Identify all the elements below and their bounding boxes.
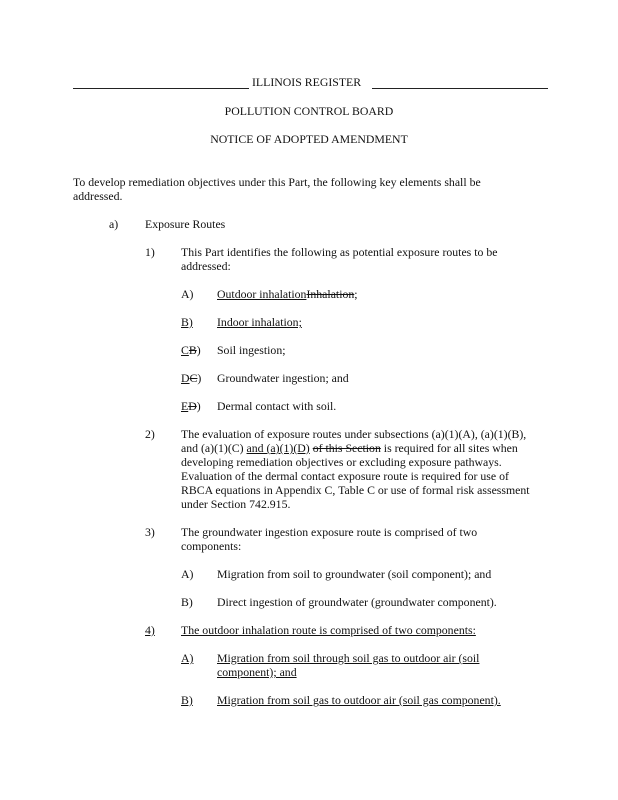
deleted-label: D xyxy=(188,399,197,413)
item-3-line-1: The groundwater ingestion exposure route is comprised of two xyxy=(181,525,478,539)
item-4a-label: A) xyxy=(181,651,194,665)
text-run: is required for all sites when xyxy=(380,441,518,455)
item-4-number: 4) xyxy=(145,623,155,637)
item-1a-text xyxy=(217,287,358,301)
section-a-label: a) xyxy=(109,217,119,231)
item-2-line-6: under Section 742.915. xyxy=(181,497,291,511)
item-1e-text: Dermal contact with soil. xyxy=(217,399,337,413)
inserted-label: D xyxy=(181,371,190,385)
item-4b-label: B) xyxy=(181,693,193,707)
item-4a-line-1: Migration from soil through soil gas to outdoor air (soil xyxy=(217,651,480,665)
section-a-title: Exposure Routes xyxy=(145,217,226,231)
item-1b-text: Indoor inhalation; xyxy=(217,315,302,329)
item-1d-label xyxy=(181,371,201,385)
intro-line-1: To develop remediation objectives under this Part, the following key elements shall be xyxy=(73,175,481,189)
item-1-number: 1) xyxy=(145,245,155,259)
deleted-label: B xyxy=(188,343,197,357)
inserted-label: E xyxy=(181,399,189,413)
item-2-line-4: Evaluation of the dermal contact exposure route is required for use of xyxy=(181,469,509,483)
deleted-text: Inhalation xyxy=(306,287,355,301)
inserted-text: Outdoor inhalation xyxy=(217,287,307,301)
inserted-text: and (a)(1)(D) xyxy=(246,441,310,455)
item-4b-text: Migration from soil gas to outdoor air (soil gas component). xyxy=(217,693,501,707)
item-1c-text: Soil ingestion; xyxy=(217,343,286,357)
item-4-line: The outdoor inhalation route is comprised of two components: xyxy=(181,623,476,637)
item-2-number: 2) xyxy=(145,427,155,441)
intro-line-2: addressed. xyxy=(73,189,123,203)
notice-title: NOTICE OF ADOPTED AMENDMENT xyxy=(210,132,408,146)
item-1a-label: A) xyxy=(181,287,194,301)
punctuation: ; xyxy=(354,287,358,301)
item-2-line-3: developing remediation objectives or excluding exposure pathways. xyxy=(181,455,502,469)
item-2-line-2 xyxy=(181,441,518,455)
item-3b-text: Direct ingestion of groundwater (groundwater component). xyxy=(217,595,497,609)
label-paren: ) xyxy=(197,371,202,385)
item-3a-label: A) xyxy=(181,567,194,581)
inserted-label: C xyxy=(181,343,189,357)
item-2-line-5: RBCA equations in Appendix C, Table C or use of formal risk assessment xyxy=(181,483,530,497)
item-1d-text: Groundwater ingestion; and xyxy=(217,371,349,385)
item-1-line-2: addressed: xyxy=(181,259,231,273)
item-3-number: 3) xyxy=(145,525,155,539)
item-1e-label xyxy=(181,399,201,413)
item-3-line-2: components: xyxy=(181,539,242,553)
item-1b-label: B) xyxy=(181,315,193,329)
item-3b-label: B) xyxy=(181,595,193,609)
header-rule-left xyxy=(73,88,249,89)
deleted-label: C xyxy=(189,371,198,385)
item-1-line-1: This Part identifies the following as potential exposure routes to be xyxy=(181,245,498,259)
label-paren: ) xyxy=(196,399,201,413)
deleted-text: of this Section xyxy=(312,441,381,455)
text-run: and (a)(1)(C) xyxy=(181,441,247,455)
item-4a-line-2: component); and xyxy=(217,665,297,679)
item-2-line-1: The evaluation of exposure routes under subsections (a)(1)(A), (a)(1)(B), xyxy=(181,427,527,441)
header-rule-right xyxy=(372,88,548,89)
register-title: ILLINOIS REGISTER xyxy=(252,75,362,89)
item-3a-text: Migration from soil to groundwater (soil component); and xyxy=(217,567,492,581)
item-1c-label xyxy=(181,343,201,357)
board-title: POLLUTION CONTROL BOARD xyxy=(224,104,394,118)
label-paren: ) xyxy=(196,343,201,357)
